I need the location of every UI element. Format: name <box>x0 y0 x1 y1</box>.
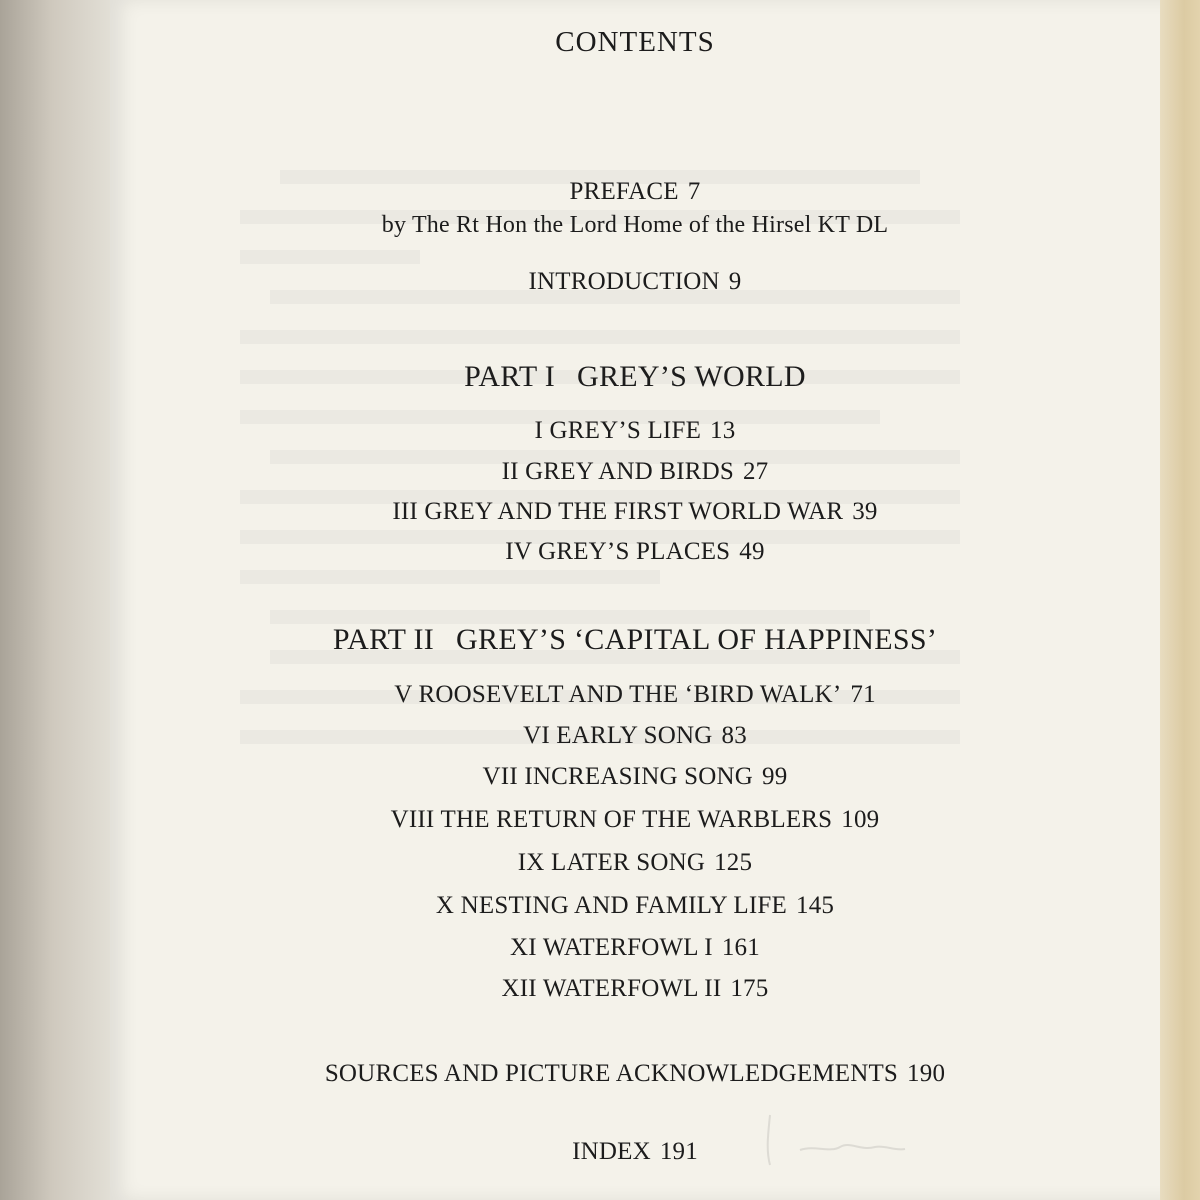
chapter-page: 71 <box>850 681 876 708</box>
chapter-entry <box>110 892 1160 920</box>
index-page: 191 <box>659 1138 698 1165</box>
chapter-page: 125 <box>714 849 753 876</box>
chapter-roman: VI <box>523 722 550 749</box>
part-number: PART I <box>464 360 555 393</box>
page-edge <box>1160 0 1200 1200</box>
part-number: PART II <box>332 623 435 656</box>
chapter-roman: IX <box>517 849 545 876</box>
chapter-roman: V <box>394 681 412 708</box>
chapter-entry <box>110 934 1160 962</box>
chapter-entry <box>110 417 1160 445</box>
chapter-title: NESTING AND FAMILY LIFE <box>460 892 787 919</box>
chapter-title: EARLY SONG <box>556 722 713 749</box>
chapter-title: LATER SONG <box>551 849 706 876</box>
sources-label: SOURCES AND PICTURE ACKNOWLEDGEMENTS <box>324 1060 899 1087</box>
chapter-page: 27 <box>742 458 769 485</box>
chapter-roman: VIII <box>390 806 435 833</box>
chapter-roman: VII <box>482 763 518 790</box>
chapter-entry <box>110 498 1160 526</box>
chapter-entry <box>110 975 1160 1003</box>
index-label: INDEX <box>572 1138 651 1165</box>
chapter-entry <box>110 763 1160 791</box>
chapter-roman: IV <box>505 538 532 565</box>
chapter-title: WATERFOWL I <box>542 934 713 961</box>
part-heading <box>110 360 1160 394</box>
introduction-entry <box>110 268 1160 296</box>
chapter-roman: XII <box>501 975 537 1002</box>
part-title: GREY’S ‘CAPITAL OF HAPPINESS’ <box>456 623 938 656</box>
chapter-page: 49 <box>739 538 765 565</box>
chapter-entry <box>110 806 1160 834</box>
chapter-entry <box>110 458 1160 486</box>
part-title: GREY’S WORLD <box>577 360 806 393</box>
chapter-entry <box>110 681 1160 709</box>
chapter-page: 13 <box>710 417 736 444</box>
chapter-title: INCREASING SONG <box>524 763 754 790</box>
sources-entry <box>110 1060 1160 1088</box>
introduction-page: 9 <box>728 268 742 295</box>
preface-entry <box>110 178 1160 206</box>
chapter-roman: II <box>501 458 519 485</box>
chapter-roman: III <box>392 498 418 525</box>
chapter-roman: X <box>435 892 455 919</box>
chapter-page: 99 <box>762 763 788 790</box>
chapter-page: 83 <box>721 722 747 749</box>
chapter-title: ROOSEVELT AND THE ‘BIRD WALK’ <box>418 681 842 708</box>
part-heading <box>110 623 1160 657</box>
chapter-title: WATERFOWL II <box>542 975 722 1002</box>
chapter-page: 161 <box>721 934 760 961</box>
preface-byline: by The Rt Hon the Lord Home of the Hirsel KT DL <box>381 212 889 238</box>
sources-page: 190 <box>907 1060 946 1087</box>
chapter-entry <box>110 722 1160 750</box>
chapter-title: GREY’S LIFE <box>549 417 702 444</box>
contents-heading: CONTENTS <box>555 26 715 58</box>
chapter-entry <box>110 849 1160 877</box>
chapter-title: GREY AND THE FIRST WORLD WAR <box>424 498 844 525</box>
chapter-page: 175 <box>730 975 769 1002</box>
index-entry <box>110 1138 1160 1166</box>
chapter-entry <box>110 538 1160 566</box>
chapter-page: 39 <box>852 498 878 525</box>
chapter-title: GREY AND BIRDS <box>525 458 734 485</box>
chapter-title: THE RETURN OF THE WARBLERS <box>440 806 833 833</box>
chapter-page: 145 <box>796 892 835 919</box>
preface-label: PREFACE <box>569 178 679 205</box>
chapter-page: 109 <box>841 806 880 833</box>
chapter-roman: XI <box>510 934 537 961</box>
introduction-label: INTRODUCTION <box>528 268 720 295</box>
chapter-title: GREY’S PLACES <box>538 538 731 565</box>
preface-page: 7 <box>687 178 701 205</box>
chapter-roman: I <box>534 417 544 444</box>
